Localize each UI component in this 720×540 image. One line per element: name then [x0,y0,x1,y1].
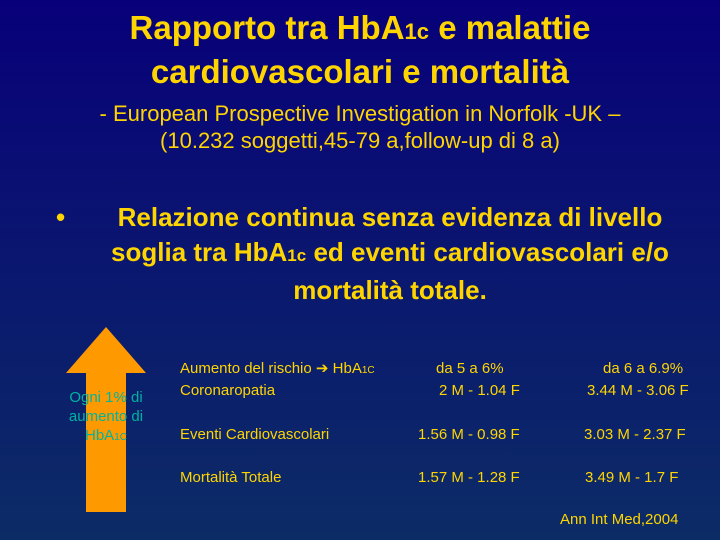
table-header-col2: da 6 a 6.9% [603,360,684,377]
table-row-label: Coronaropatia [180,382,276,399]
table-row-label: Mortalità Totale [180,469,282,486]
table-row-label: Eventi Cardiovascolari [180,426,330,443]
arrow-label: Ogni 1% di aumento di HbA1C [68,389,144,444]
right-arrow-icon: ➔ [315,360,329,377]
slide-subtitle [0,100,720,154]
bullet-subscript: 1c [287,246,307,265]
table-header-col1: da 5 a 6% [436,360,504,377]
bullet-text: Relazione continua senza evidenza di livello soglia tra HbA1c ed eventi cardiovascolari e/o mortalità totale. [111,202,669,305]
title-line-1: Rapporto tra HbA1c e malattie [129,9,591,46]
table-row-col1: 1.56 M - 0.98 F [418,426,520,443]
citation: Ann Int Med,2004 [560,511,679,528]
title-subscript: 1c [404,19,430,44]
slide-title [0,8,720,92]
table-row-col2: 3.49 M - 1.7 F [585,469,679,486]
table-row-col1: 1.57 M - 1.28 F [418,469,520,486]
header-subscript: 1C [361,365,375,376]
bullet-symbol: • [56,202,66,232]
bullet-point [56,200,696,308]
table-header-label: Aumento del rischio ➔ HbA1C [180,360,375,377]
title-line-2: cardiovascolari e mortalità [150,53,570,90]
table-row-col1: 2 M - 1.04 F [439,382,520,399]
table-row-col2: 3.44 M - 3.06 F [587,382,689,399]
subtitle-line-1: - European Prospective Investigation in Norfolk -UK – [99,101,621,126]
arrow-label-subscript: 1C [114,432,127,443]
subtitle-line-2: (10.232 soggetti,45-79 a,follow-up di 8 a) [160,128,560,153]
table-row-col2: 3.03 M - 2.37 F [584,426,686,443]
